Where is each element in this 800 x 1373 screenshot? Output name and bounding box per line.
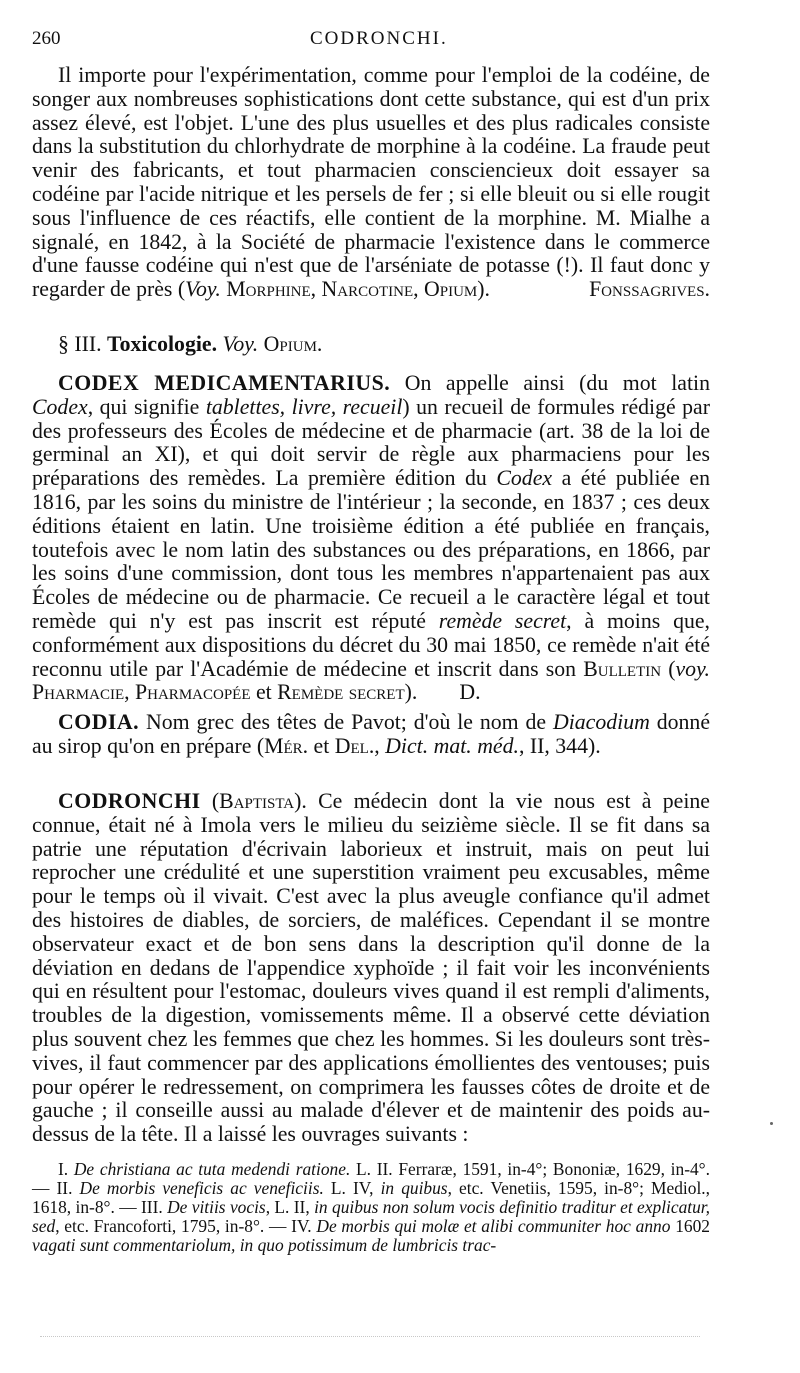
page-number: 260 — [32, 28, 61, 49]
bottom-rule — [40, 1336, 700, 1337]
opium-article-paragraph: Il importe pour l'expérimentation, comme pour l'emploi de la codéine, de songer aux nombreuses sophistications dont cette substance, qui est d'un prix assez élevé, est l'objet. L'une des plus usuelles et des plus radicales consiste dans la substitution du chlorhydrate de morphine à la codéine. La fraude peut venir des fabricants, et tout pharmacien consciencieux doit essayer sa codéine par l'acide nitrique et les persels de fer ; si elle bleuit ou si elle rougit sous l'influence de ces réactifs, elle contient de la morphine. M. Mialhe a signalé, en 1842, à la Société de pharmacie l'existence dans le commerce d'une fausse codéine qui n'est que de l'arséniate de potasse (!). Il faut donc y regarder de près (Voy. Morphine, Narcotine, Opium). Fonssagrives. — [32, 63, 710, 302]
voy-reference: Voy. — [185, 277, 221, 302]
author-name: (Baptista). — [200, 789, 307, 813]
author-signature: D. — [459, 680, 481, 705]
running-title: CODRONCHI. — [310, 28, 448, 49]
cross-reference: Opium. — [263, 332, 323, 356]
codia-entry: CODIA. Nom grec des têtes de Pavot; d'où le nom de Diacodium donné au sirop qu'on en prépare (Mér. et Del., Dict. mat. méd., II, 344). — [32, 710, 711, 758]
section-number: § III. — [58, 332, 102, 356]
cross-reference: Morphine, Narcotine, Opium — [220, 277, 478, 302]
entry-headword: CODRONCHI — [58, 789, 201, 813]
bibliography-footnote: I. De christiana ac tuta medendi ratione. L. II. Ferraræ, 1591, in-4°; Bononiæ, 1629, in-4°. — II. De morbis veneficis ac veneficiis. L. IV, in quibus, etc. Venetiis, 1595, in-8°; Mediol., 1618, in-8°. — III. De vitiis vocis, L. II, in quibus non solum vocis definitio traditur et explicatur, sed, etc. Francoforti, 1795, in-8°. — IV. De morbis qui molæ et alibi communiter hoc anno 1602 vagati sunt commentariolum, in quo potissimum de lumbricis trac- — [32, 1159, 710, 1255]
page-header — [32, 28, 720, 54]
section-heading — [32, 333, 710, 357]
author-signature: Fonssagrives. — [589, 277, 710, 302]
section-title: Toxicologie. — [107, 332, 218, 356]
entry-headword: CODIA. — [58, 710, 140, 734]
codex-entry: CODEX MEDICAMENTARIUS. On appelle ainsi (du mot latin Codex, qui signifie tablettes, livre, recueil) un recueil de formules rédigé par des professeurs des Écoles de médecine et de pharmacie (art. 38 de la loi de germinal an XI), et qui doit servir de règle aux pharmaciens pour les préparations des remèdes. La première édition du Codex a été publiée en 1816, par les soins du ministre de l'intérieur ; la seconde, en 1837 ; ces deux éditions étaient en latin. Une troisième édition a été publiée en français, toutefois avec le nom latin des substances ou des préparations, en 1866, par les soins d'une commission, dont tous les membres n'appartenaient pas aux Écoles de médecine ou de pharmacie. Ce recueil a le caractère légal et tout remède qui n'y est pas inscrit est réputé remède secret, à moins que, conformément aux dispositions du décret du 30 mai 1850, ce remède n'ait été reconnu utile par l'Académie de médecine et inscrit dans son Bulletin (voy. Pharmacie, Pharmacopée et Remède secret). D. — [32, 371, 710, 705]
margin-mark — [770, 1122, 773, 1125]
entry-headword: CODEX MEDICAMENTARIUS. — [58, 371, 391, 395]
entry-text: Ce médecin dont la vie nous est à peine connue, était né à Imola vers le milieu du seizième siècle. Il se fit dans sa patrie une réputation d'écrivain laborieux et instruit, mais on peut lui reprocher une crédulité et une superstition vraiment peu excusables, même pour le temps où il vivait. C'est avec la plus aveugle confiance qu'il admet des histoires de diables, de sorciers, de maléfices. Cependant il se montre observateur exact et de bon sens dans la description qu'il donne de la déviation en dedans de l'appendice xyphoïde ; il fait voir les inconvénients qui en résultent pour l'estomac, douleurs vives quand il est rempli d'aliments, troubles de la digestion, vomissements même. Il a observé cette déviation plus souvent chez les femmes que chez les hommes. Si les douleurs sont très-vives, il faut commencer par des applications émollientes des ventouses; puis pour opérer le redressement, on comprimera les fausses côtes de droite et de gauche ; il conseille aussi au malade d'élever et de maintenir des poids au-dessus de la tête. Il a laissé les ouvrages suivants : — [32, 789, 710, 1147]
voy-reference: Voy. — [222, 332, 259, 356]
opium-article-text: Il importe pour l'expérimentation, comme pour l'emploi de la codéine, de songer aux nombreuses sophistications dont cette substance, qui est d'un prix assez élevé, est l'objet. L'une des plus usuelles et des plus radicales consiste dans la substitution du chlorhydrate de morphine à la codéine. La fraude peut venir des fabricants, et tout pharmacien consciencieux doit essayer sa codéine par l'acide nitrique et les persels de fer ; si elle bleuit ou si elle rougit sous l'influence de ces réactifs, elle contient de la morphine. M. Mialhe a signalé, en 1842, à la Société de pharmacie l'existence dans le commerce d'une fausse codéine qui n'est que de l'arséniate de potasse (!). Il faut donc y regarder de près ( — [32, 63, 710, 302]
codronchi-entry — [32, 790, 710, 1147]
